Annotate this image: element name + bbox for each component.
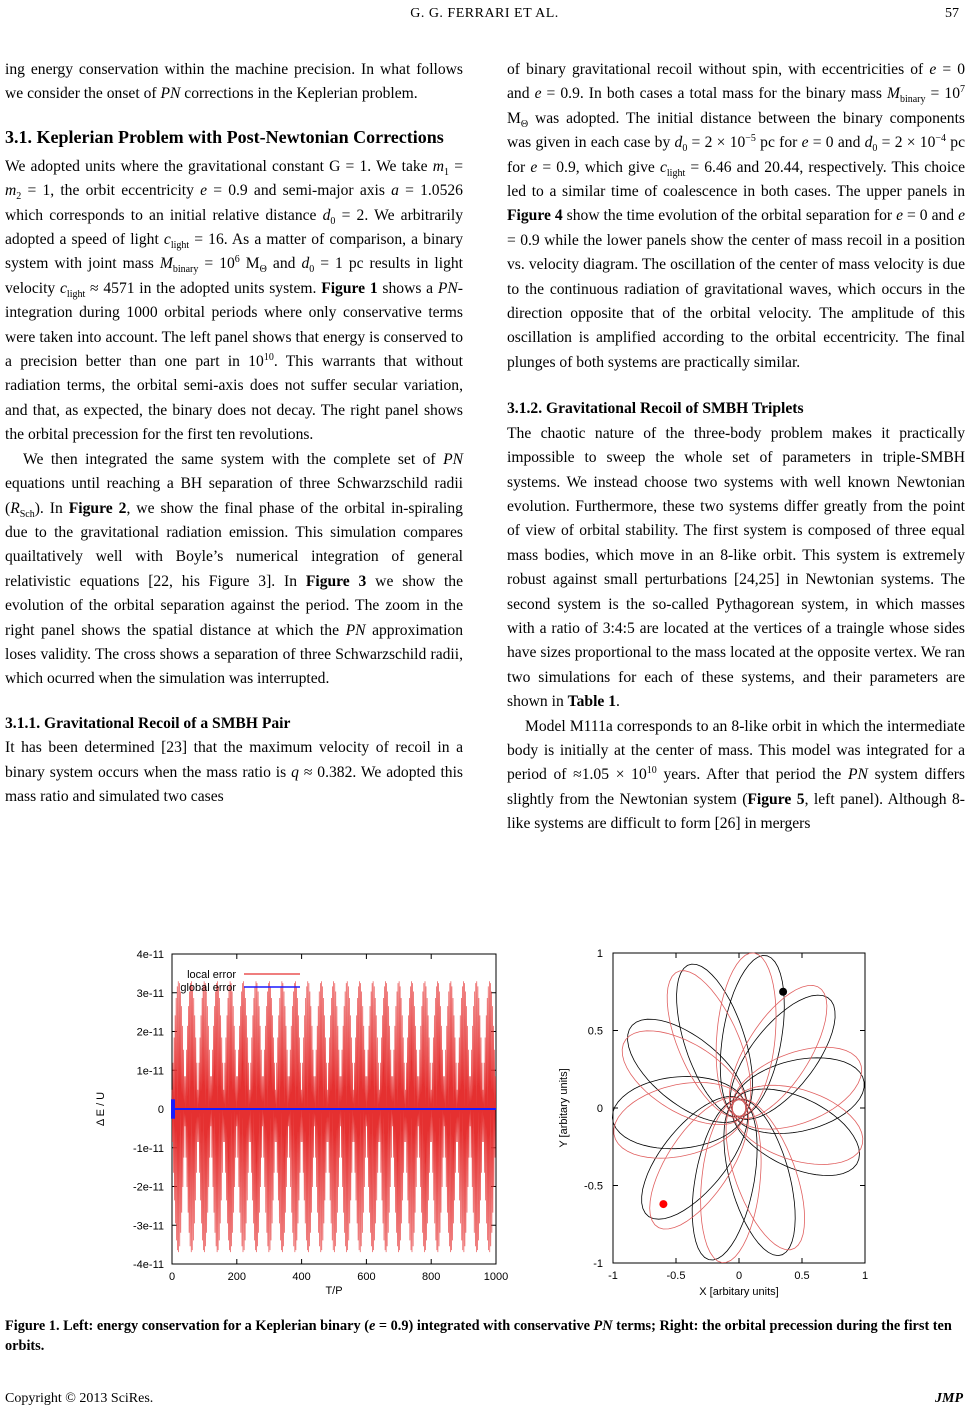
orbit-precession-chart <box>545 948 885 1303</box>
y-axis-label: Δ E / U <box>95 1091 107 1127</box>
page-number: 57 <box>945 6 959 21</box>
energy-error-chart <box>90 948 530 1303</box>
paragraph: of binary gravitational recoil without spin, with eccentricities of e = 0 and e = 0.9. In both cases a total mass for the binary mass $M_{binary} = 10^7$ $M_\Theta$ was adopted. The initial distance between the binary components was given in each case by $d_0 = 2 \times 10^{-5}$ pc for e = 0 and $d_0 = 2 \times 10^{-4}$ pc for e = 0.9, which give $c_{light} = 6.46$ and 20.44, respectively. This choice led to a similar time of coalescence in both cases. The upper panels in Figure 4 show the time evolution of the orbital separation for e = 0 and e = 0.9 while the lower panels show the center of mass recoil in a position vs. velocity diagram. The oscillation of the center of mass velocity is due to the continuous radiation of gravitational waves, which occurs in the direction opposite that of the orbital velocity. The amplitude of this oscillation is amplified according to the orbital eccentricity. The final plunges of both systems are practically similar. <box>507 61 966 371</box>
y-tick-label: -2e-11 <box>133 1181 164 1194</box>
y-tick-label: -1e-11 <box>133 1142 164 1155</box>
y-tick-label: 0 <box>596 1103 603 1115</box>
x-tick-label: 400 <box>292 1271 311 1283</box>
x-tick-label: 1 <box>861 1270 869 1282</box>
body-marker-red <box>659 1200 667 1208</box>
figure-1 <box>0 948 969 1303</box>
y-tick-label: -1 <box>593 1258 603 1270</box>
y-tick-label: 1 <box>596 948 603 960</box>
y-axis-label: Y [arbitary units] <box>558 1068 570 1148</box>
y-tick-label: 0.5 <box>587 1025 603 1038</box>
x-axis-label: X [arbitary units] <box>699 1286 779 1298</box>
x-tick-label: 800 <box>422 1271 441 1283</box>
paragraph: The chaotic nature of the three-body problem makes it practically impossible to sweep the whole set of parameters in triple-SMBH systems. We instead choose two systems with well known Newtonian evolution. Furthermore, these two systems differ greatly from the point of view of orbital stability. The first system is composed of three equal mass bodies, which move in an 8-like orbit. This system is extremely robust against small perturbations [24,25] in Newtonian systems. The second system is the so-called Pythagorean system, in which masses with a ratio of 3:4:5 are located at the vertices of a traingle whose sides have sizes proportional to the mass located at the opposite vertex. We ran two simulations for each of these systems, and their parameters are shown in Table 1. <box>507 424 965 711</box>
body-marker-black <box>779 988 787 996</box>
paragraph: It has been determined [23] that the maximum velocity of recoil in a binary system occurs when the mass ratio is q ≈ 0.382. We adopted this mass ratio and simulated two cases <box>5 739 463 805</box>
x-tick-label: -1 <box>608 1270 618 1282</box>
y-tick-label: 4e-11 <box>136 949 164 961</box>
x-tick-label: 0 <box>168 1271 176 1283</box>
orbit-red <box>614 1083 746 1159</box>
copyright: Copyright © 2013 SciRes. <box>5 1391 154 1406</box>
paragraph: We then integrated the same system with the complete set of PN equations until reaching a BH separation of three Schwarzschild radii $(R_{Sch})$. In Figure 2, we show the final phase of the orbital in-spiraling due to the gravitational radiation emission. This simulation compares quailtatively well with Boyle’s numerical integration of general relativistic equations [22, his Figure 3]. In Figure 3 we show the evolution of the orbital separation against the period. The zoom in the right panel shows the spatial distance at which the PN approximation loses validity. The cross shows a separation of three Schwarzschild radii, which ocurred when the simulation was interrupted. <box>5 450 464 688</box>
x-tick-label: 0.5 <box>794 1270 810 1282</box>
page-header <box>0 6 969 28</box>
y-tick-label: 3e-11 <box>136 987 164 1000</box>
x-tick-label: 200 <box>227 1271 246 1283</box>
journal-name: JMP <box>935 1391 963 1406</box>
subsection-heading: 3.1.2. Gravitational Recoil of SMBH Triplets <box>507 400 804 418</box>
x-tick-label: -0.5 <box>666 1270 686 1282</box>
subsection-heading: 3.1.1. Gravitational Recoil of a SMBH Pair <box>5 714 291 732</box>
y-tick-label: -4e-11 <box>133 1259 164 1271</box>
y-tick-label: 2e-11 <box>136 1026 164 1039</box>
y-tick-label: 1e-11 <box>136 1065 164 1078</box>
y-tick-label: -0.5 <box>584 1180 603 1193</box>
right-column <box>507 58 965 837</box>
running-title: G. G. FERRARI ET AL. <box>410 6 559 21</box>
y-tick-label: 0 <box>157 1104 164 1116</box>
orbit-red <box>622 1031 746 1125</box>
paragraph: Model M111a corresponds to an 8-like orbit in which the intermediate body is initially at the center of mass. This model was integrated for a period of $\approx 1.05 \times 10^{10}$ years. After that period the PN system differs slightly from the Newtonian system (Figure 5, left panel). Although 8-like systems are difficult to form [26] in mergers <box>507 717 965 833</box>
orbit-black <box>628 1019 747 1122</box>
paragraph: We adopted units where the gravitational constant G = 1. We take $m_1 = m_2 = 1$, the orbit eccentricity e = 0.9 and semi-major axis a = 1.0526 which corresponds to an initial relative distance $d_0 = 2$. We arbitrarily adopted a speed of light $c_{light} = 16$. As a matter of comparison, a binary system with joint mass $M_{binary} = 10^6$ $M_\Theta$ and $d_0 = 1$ pc results in light velocity $c_{light} \approx 4571$ in the adopted units system. Figure 1 shows a PN-integration during 1000 orbital periods where only conservative terms were taken into account. The left panel shows that energy is conserved to a precision better than one part in $10^{10}$. This warrants that without radiation terms, the orbital semi-axis does not suffer secular variation, and that, as expected, the binary does not decay. The right panel shows the orbital precession for the first ten revolutions. <box>5 157 464 444</box>
section-heading: 3.1. Keplerian Problem with Post-Newtonian Corrections <box>5 126 444 147</box>
x-tick-label: 600 <box>357 1271 376 1283</box>
legend-label: global error <box>180 982 236 994</box>
x-tick-label: 1000 <box>483 1271 509 1283</box>
orbit-black <box>612 1077 745 1149</box>
figure-caption: Figure 1. Left: energy conservation for a Keplerian binary (e = 0.9) integrated with conservative PN terms; Right: the orbital precession during the first ten orbits. <box>5 1318 952 1354</box>
paragraph: ing energy conservation within the machine precision. In what follows we consider the onset of PN corrections in the Keplerian problem. <box>5 61 463 103</box>
x-tick-label: 0 <box>735 1270 743 1282</box>
orbit-red <box>726 1099 805 1250</box>
x-axis-label: T/P <box>325 1285 343 1297</box>
series-local-error <box>172 981 496 1252</box>
legend-label: local error <box>187 969 236 981</box>
series-global-error-start <box>171 1099 175 1118</box>
left-column <box>5 58 463 809</box>
y-tick-label: -3e-11 <box>133 1220 164 1233</box>
